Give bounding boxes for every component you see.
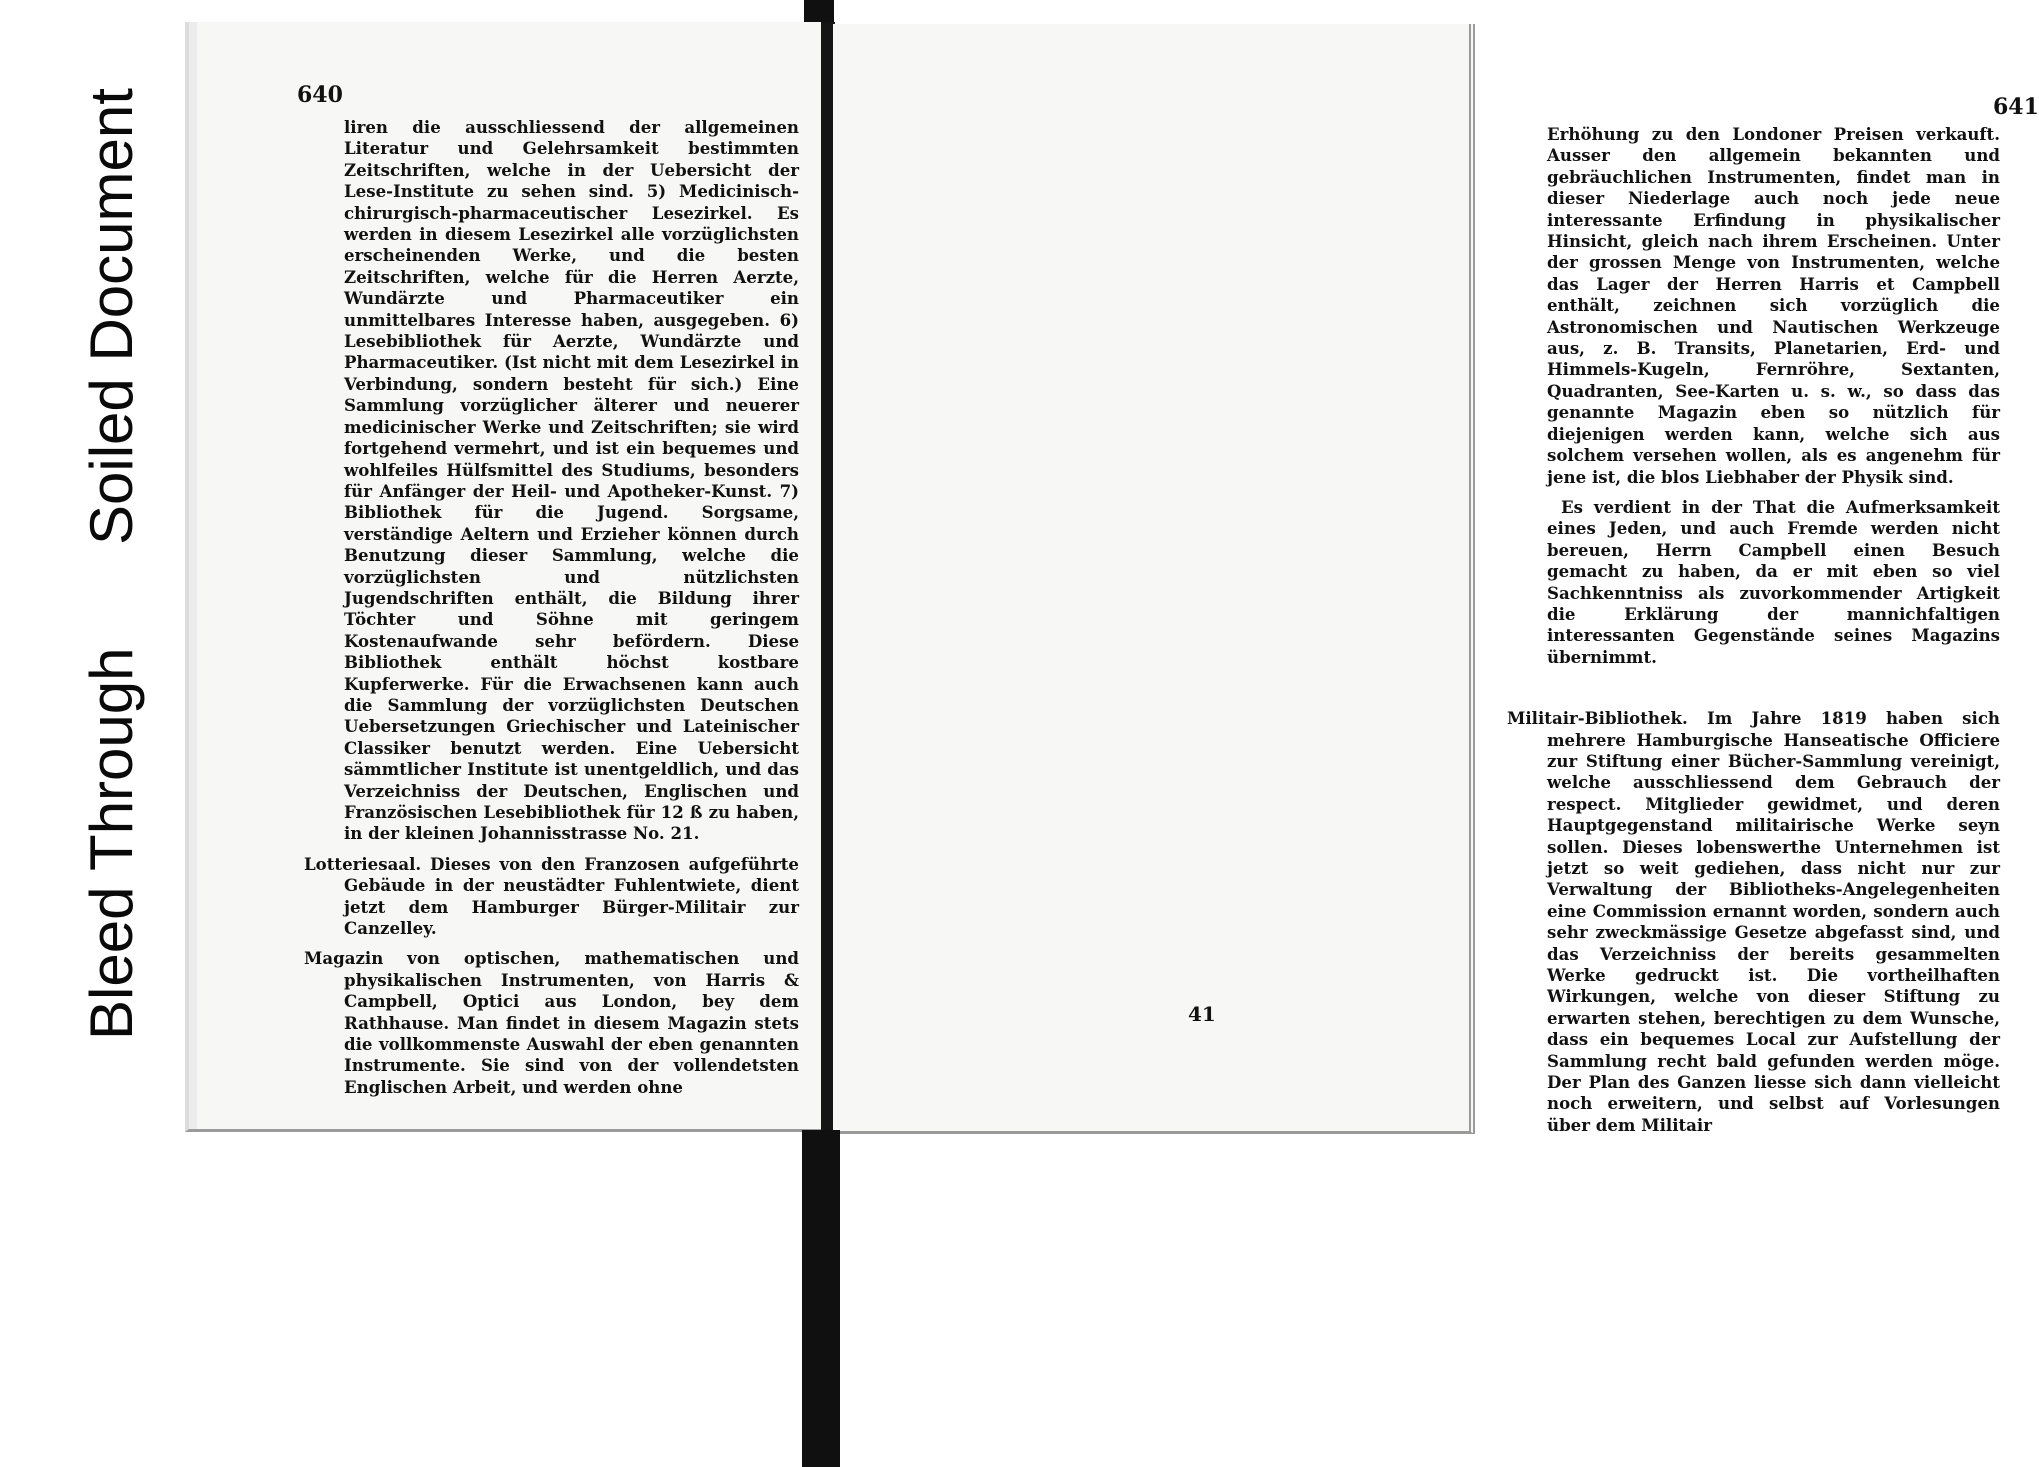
left-continuation-paragraph: liren die ausschliessend der allgemeinen Literatur und Gelehrsamkeit bestimmten Zeitschriften, welche in der Uebersicht der Lese-Institute zu sehen sind. 5) Medicinisch-chirurgisch-pharmaceutischer Lesezirkel. Es werden in diesem Lesezirkel alle vorzüglichsten erscheinenden Werke, und die besten Zeitschriften, welche für die Herren Aerzte, Wundärzte und Pharmaceutiker ein unmittelbares Interesse haben, ausgegeben. 6) Lesebibliothek für Aerzte, Wundärzte und Pharmaceutiker. (Ist nicht mit dem Lesezirkel in Verbindung, sondern besteht für sich.) Eine Sammlung vorzüglicher älterer und neuerer medicinischer Werke und Zeitschriften; sie wird fortgehend vermehrt, und ist ein bequemes und wohlfeiles Hülfsmittel des Studiums, besonders für Anfänger der Heil- und Apotheker-Kunst. 7) Bibliothek für die Jugend. Sorgsame, verständige Aeltern und Erzieher können durch Benutzung dieser Sammlung, welche die vorzüglichsten und nützlichsten Jugendschriften enthält, die Bildung ihrer Töchter und Söhne mit geringem Kostenaufwande sehr befördern. Diese Bibliothek enthält höchst kostbare Kupferwerke. Für die Erwachsenen kann auch die Sammlung der vorzüglichsten Deutschen Uebersetzungen Griechischer und Lateinischer Classiker benutzt werden. Eine Uebersicht sämmtlicher Institute ist unentgeldlich, und das Verzeichniss der Deutschen, Englischen und Französischen Lesebibliothek für 12 ß zu haben, in der kleinen Johannisstrasse No. 21. — [344, 117, 799, 844]
entry-lotteriesaal: Lotteriesaal. Dieses von den Franzosen aufgeführte Gebäude in der neustädter Fuhlentwiete, dient jetzt dem Hamburger Bürger-Militair zur Canzelley. — [304, 853, 799, 939]
right-paragraph-2: Es verdient in der That die Aufmerksamkeit eines Jeden, und auch Fremde werden nicht bereuen, Herrn Campbell einen Besuch gemacht zu haben, da er mit eben so viel Sachkenntniss als zuvorkommender Artigkeit die Erklärung der mannichfaltigen interessanten Gegenstände seines Magazins übernimmt. — [1547, 496, 2000, 667]
bleed-through-stamp — [20, 40, 150, 1040]
spine-bottom — [802, 1130, 840, 1467]
spine-top — [804, 0, 834, 24]
right-continuation-paragraph: Erhöhung zu den Londoner Preisen verkauft. Ausser den allgemein bekannten und gebräuchlichen Instrumenten, findet man in dieser Niederlage auch noch jede neue interessante Erfindung in physikalischer Hinsicht, gleich nach ihrem Erscheinen. Unter der grossen Menge von Instrumenten, welche das Lager der Herren Harris et Campbell enthält, zeichnen sich vorzüglich die Astronomischen und Nautischen Werkzeuge aus, z. B. Transits, Planetarien, Erd- und Himmels-Kugeln, Fernröhre, Sextanten, Quadranten, See-Karten u. s. w., so dass das genannte Magazin eben so nützlich für diejenigen werden kann, welche sich aus solchem versehen wollen, als es angenehm für jene ist, die blos Liebhaber der Physik sind. — [1547, 124, 2000, 487]
signature-mark: 41 — [1188, 1002, 1216, 1026]
book-spread — [185, 22, 2039, 1135]
entry-militair-bibliothek: Militair-Bibliothek. Im Jahre 1819 haben sich mehrere Hamburgische Hanseatische Officiere zur Stiftung einer Bücher-Sammlung vereinigt, welche ausschliessend dem Gebrauch der respect. Mitglieder gewidmet, und deren Hauptgegenstand militairische Werke seyn sollen. Dieses lobenswerthe Unternehmen ist jetzt so weit gediehen, dass nicht nur zur Verwaltung der Bibliotheks-Angelegenheiten eine Commission ernannt worden, sondern auch sehr zweckmässige Gesetze abgefasst sind, und das Verzeichniss der bereits gesammelten Werke gedruckt ist. Die vortheilhaften Wirkungen, welche von dieser Stiftung zu erwarten stehen, berechtigen zu dem Wunsche, dass ein bequemes Local zur Aufstellung der Sammlung recht bald gefunden werden möge. Der Plan des Ganzen liesse sich dann vielleicht noch erweitern, und selbst auf Vorlesungen über dem Militair — [1507, 708, 2000, 1135]
page-number-right: 641 — [1993, 94, 2039, 120]
page-number-left: 640 — [297, 82, 343, 108]
stamp-line-1: Bleed Through — [78, 647, 145, 1040]
left-page — [185, 22, 825, 1132]
right-page-text — [1505, 124, 2000, 1145]
left-page-text — [304, 117, 799, 1107]
entry-magazin: Magazin von optischen, mathematischen und physikalischen Instrumenten, von Harris & Campbell, Optici aus London, bey dem Rathhause. Man findet in diesem Magazin stets die vollkommenste Auswahl der eben genannten Instrumente. Sie sind von der vollendetsten Englischen Arbeit, und werden ohne — [304, 948, 799, 1097]
stamp-line-2: Soiled Document — [78, 88, 145, 545]
right-page — [833, 24, 2039, 1135]
